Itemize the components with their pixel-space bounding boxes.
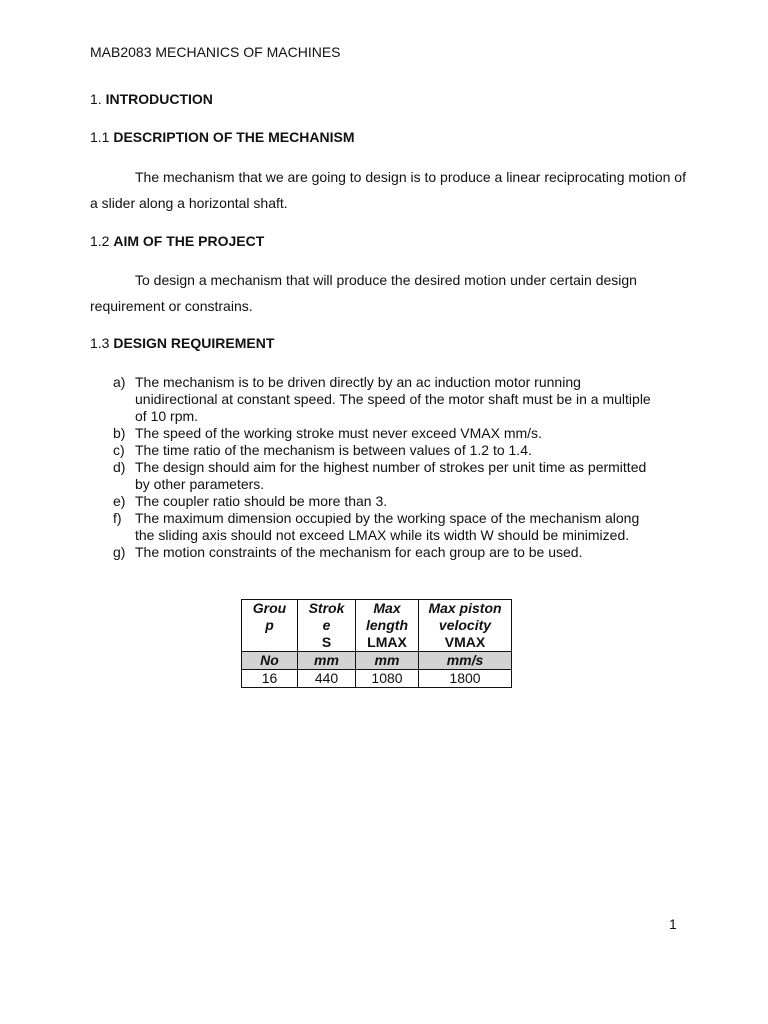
description-paragraph — [90, 164, 690, 216]
list-marker: g) — [113, 544, 126, 560]
page-number: 1 — [669, 916, 677, 932]
unit-cell: mm — [298, 652, 356, 670]
heading-title: AIM OF THE PROJECT — [113, 233, 265, 249]
unit-cell: mm/s — [419, 652, 512, 670]
heading-title: INTRODUCTION — [105, 91, 213, 107]
heading-aim — [90, 233, 264, 249]
table-cell: 1800 — [419, 670, 512, 688]
list-marker: c) — [113, 442, 125, 458]
list-marker: a) — [113, 374, 126, 390]
list-text: The time ratio of the mechanism is between values of 1.2 to 1.4. — [135, 442, 532, 458]
heading-number: 1.2 — [90, 233, 114, 249]
heading-introduction — [90, 91, 213, 107]
heading-number: 1. — [90, 91, 106, 107]
table-row — [242, 670, 512, 688]
list-text: The mechanism is to be driven directly by an ac induction motor running unidirectional at constant speed. The speed of the motor shaft must be in a multiple of 10 rpm. — [135, 374, 651, 424]
list-text: The design should aim for the highest number of strokes per unit time as permitted by other parameters. — [135, 459, 647, 492]
header-cell-stroke: Strok e S — [298, 600, 356, 652]
table-cell: 1080 — [356, 670, 419, 688]
header-cell-group: Grou p — [242, 600, 298, 652]
heading-number: 1.1 — [90, 129, 114, 145]
constraints-table — [241, 599, 512, 688]
header-cell-max-length: Max length LMAX — [356, 600, 419, 652]
requirements-list — [113, 374, 653, 561]
header-cell-max-velocity: Max piston velocity VMAX — [419, 600, 512, 652]
paragraph-text: To design a mechanism that will produce the desired motion under certain design requirement or constrains. — [90, 272, 637, 314]
list-text: The speed of the working stroke must never exceed VMAX mm/s. — [135, 425, 542, 441]
table-cell: 16 — [242, 670, 298, 688]
list-marker: b) — [113, 425, 126, 441]
list-item — [113, 544, 653, 561]
list-item — [113, 510, 653, 544]
list-text: The motion constraints of the mechanism for each group are to be used. — [135, 544, 583, 560]
list-marker: f) — [113, 510, 122, 526]
list-text: The coupler ratio should be more than 3. — [135, 493, 388, 509]
heading-description — [90, 129, 354, 145]
paragraph-text: The mechanism that we are going to design is to produce a linear reciprocating motion of a slider along a horizontal shaft. — [90, 169, 686, 211]
list-marker: e) — [113, 493, 126, 509]
list-marker: d) — [113, 459, 126, 475]
list-item — [113, 459, 653, 493]
table-header-row — [242, 600, 512, 652]
heading-number: 1.3 — [90, 335, 114, 351]
table-cell: 440 — [298, 670, 356, 688]
list-item — [113, 374, 653, 425]
list-item — [113, 425, 653, 442]
aim-paragraph — [90, 267, 690, 319]
heading-design-requirement — [90, 335, 274, 351]
unit-cell: mm — [356, 652, 419, 670]
unit-cell: No — [242, 652, 298, 670]
heading-title: DESCRIPTION OF THE MECHANISM — [113, 129, 355, 145]
table-units-row — [242, 652, 512, 670]
running-header: MAB2083 MECHANICS OF MACHINES — [90, 44, 341, 60]
heading-title: DESIGN REQUIREMENT — [113, 335, 275, 351]
list-item — [113, 442, 653, 459]
list-text: The maximum dimension occupied by the working space of the mechanism along the sliding axis should not exceed LMAX while its width W should be minimized. — [135, 510, 640, 543]
list-item — [113, 493, 653, 510]
